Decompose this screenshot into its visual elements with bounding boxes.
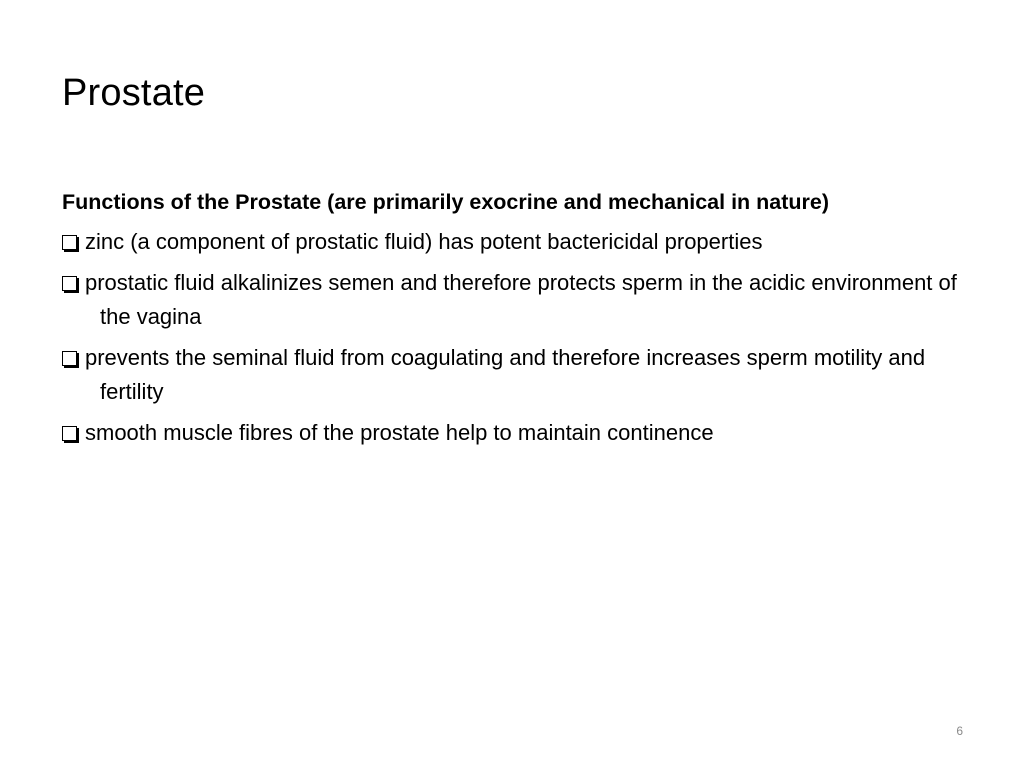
bullet-item (62, 225, 972, 259)
checkbox-icon (62, 276, 77, 291)
bullet-text: prostatic fluid alkalinizes semen and therefore protects sperm in the acidic environment of the vagina (85, 270, 957, 329)
bullet-list (62, 225, 972, 450)
subheading: Functions of the Prostate (are primarily exocrine and mechanical in nature) (62, 190, 830, 214)
slide-title: Prostate (62, 72, 206, 114)
slide-number: 6 (956, 724, 963, 738)
checkbox-icon (62, 235, 77, 250)
bullet-item (62, 266, 972, 334)
checkbox-icon (62, 426, 77, 441)
bullet-item (62, 341, 972, 409)
bullet-text: prevents the seminal fluid from coagulating and therefore increases sperm motility and fertility (85, 345, 926, 404)
bullet-text: zinc (a component of prostatic fluid) has potent bactericidal properties (85, 229, 763, 254)
bullet-item (62, 416, 972, 450)
checkbox-icon (62, 351, 77, 366)
bullet-text: smooth muscle fibres of the prostate help to maintain continence (85, 420, 714, 445)
slide-content (62, 187, 972, 457)
